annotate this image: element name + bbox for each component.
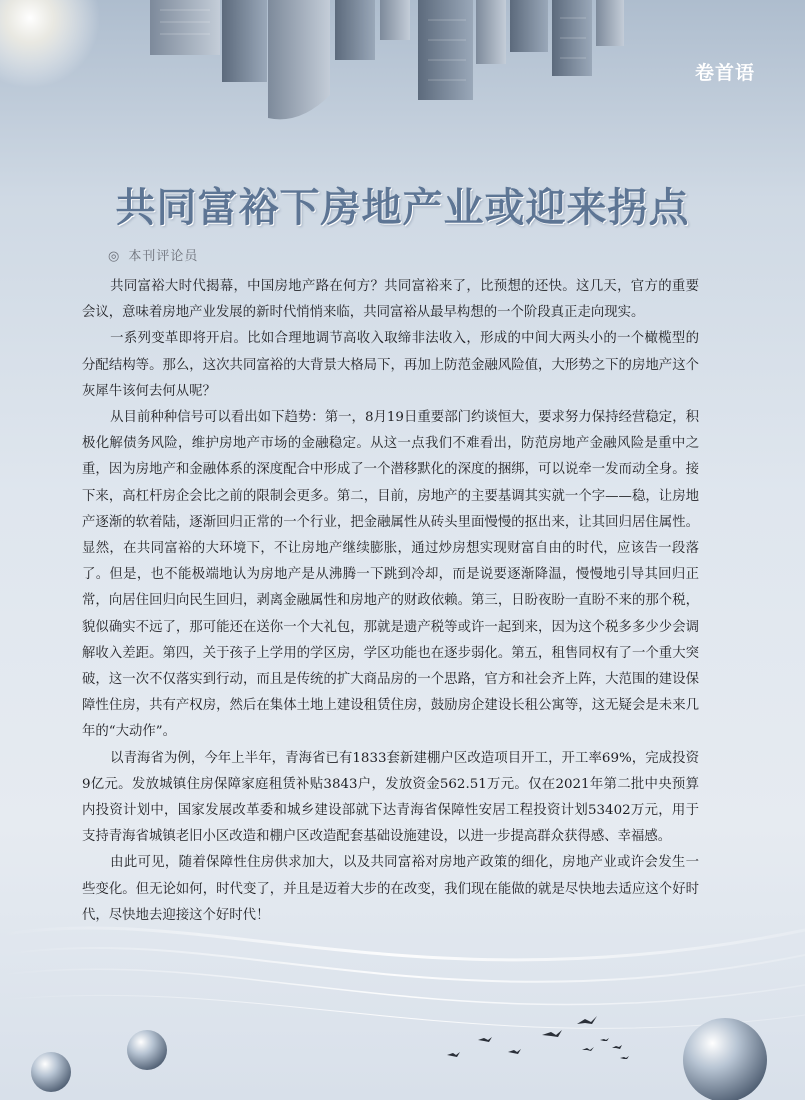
- birds-decoration: [447, 1016, 629, 1059]
- sphere-decoration: [683, 1018, 767, 1100]
- byline-author: 本刊评论员: [128, 249, 199, 264]
- byline-mark: ◎: [108, 249, 121, 264]
- wave-decoration: [0, 928, 805, 1028]
- article-title: 共同富裕下房地产业或迎来拐点: [115, 185, 690, 231]
- article-body: [82, 274, 699, 929]
- sphere-decoration: [127, 1030, 167, 1070]
- paragraph: 以青海省为例，今年上半年，青海省已有1833套新建棚户区改造项目开工，开工率69%，完成投资9亿元。发放城镇住房保障家庭租赁补贴3843户，发放资金562.51万元。仅在2021年第二批中央预算内投资计划中，国家发展改革委和城乡建设部就下达青海省保障性安居工程投资计划53402万元，用于支持青海省城镇老旧小区改造和棚户区改造配套基础设施建设，以进一步提高群众获得感、幸福感。: [82, 750, 699, 845]
- sphere-decoration: [31, 1052, 71, 1092]
- paragraph: 由此可见，随着保障性住房供求加大，以及共同富裕对房地产政策的细化，房地产业或许会发生一些变化。但无论如何，时代变了，并且是迈着大步的在改变，我们现在能做的就是尽快地去适应这个好时代，尽快地去迎接这个好时代！: [82, 855, 699, 923]
- skyline-illustration: [150, 0, 624, 119]
- sunlight-glow: [0, 0, 100, 88]
- byline: [108, 245, 198, 264]
- paragraph: 从目前种种信号可以看出如下趋势：第一，8月19日重要部门约谈恒大，要求努力保持经营稳定，积极化解债务风险，维护房地产市场的金融稳定。从这一点我们不难看出，防范房地产金融风险是重中之重，因为房地产和金融体系的深度配合中形成了一个潜移默化的深度的捆绑，可以说牵一发而动全身。接下来，高杠杆房企会比之前的限制会更多。第二，目前，房地产的主要基调其实就一个字——稳，让房地产逐渐的软着陆，逐渐回归正常的一个行业，把金融属性从砖头里面慢慢的抠出来，让其回归居住属性。显然，在共同富裕的大环境下，不让房地产继续膨胀，通过炒房想实现财富自由的时代，应该告一段落了。但是，也不能极端地认为房地产是从沸腾一下跳到冷却，而是说要逐渐降温，慢慢地引导其回归正常，向居住回归向民生回归，剥离金融属性和房地产的财政依赖。第三，日盼夜盼一直盼不来的那个税，貌似确实不远了，那可能还在送你一个大礼包，那就是遗产税等或许一起到来，因为这个税多多少少会调解收入差距。第四，关于孩子上学用的学区房，学区功能也在逐步弱化。第五，租售同权有了一个重大突破，这一次不仅落实到行动，而且是传统的扩大商品房的一个思路，官方和社会齐上阵，大范围的建设保障性住房，共有产权房，然后在集体土地上建设租赁住房，鼓励房企建设长租公寓等，这无疑会是未来几年的“大动作”。: [82, 410, 699, 740]
- section-label: 卷首语: [694, 62, 755, 84]
- paragraph: 共同富裕大时代揭幕，中国房地产路在何方？共同富裕来了，比预想的还快。这几天，官方的重要会议，意味着房地产业发展的新时代悄悄来临，共同富裕从最早构想的一个阶段真正走向现实。: [82, 279, 699, 321]
- paragraph: 一系列变革即将开启。比如合理地调节高收入取缔非法收入，形成的中间大两头小的一个橄榄型的分配结构等。那么，这次共同富裕的大背景大格局下，再加上防范金融风险值，大形势之下的房地产这个灰犀牛该何去何从呢？: [82, 331, 699, 399]
